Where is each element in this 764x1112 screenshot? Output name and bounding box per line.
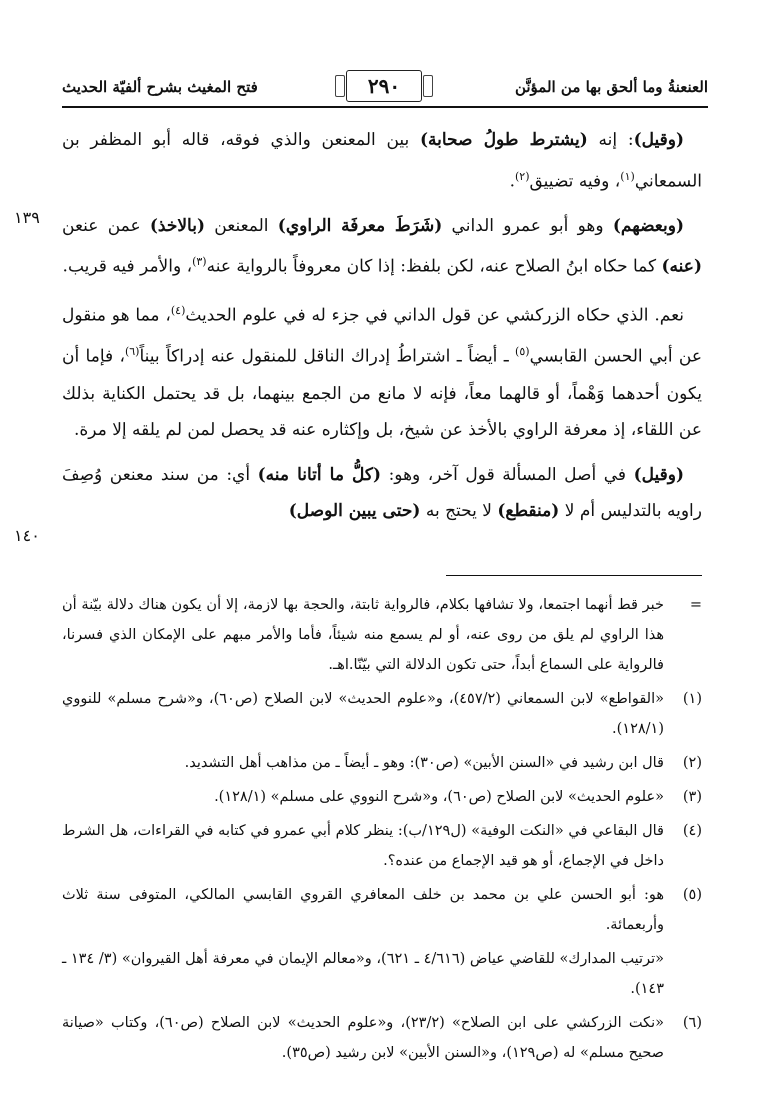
footnote [62, 944, 702, 1004]
footnote [62, 590, 702, 680]
main-text [62, 122, 702, 538]
footnote-label: = [689, 597, 702, 613]
footnote-label: (٣) [682, 789, 702, 805]
text-run: ، مما هو منقول عن أبي الحسن القابسي [62, 305, 702, 368]
text-run: وهو أبو عمرو الداني [442, 215, 613, 236]
bold-term: (وبعضهم) [612, 215, 684, 236]
footnote-label: (٢) [682, 755, 702, 771]
text-run: أي: من سند معنعن وُصِفَ راويه بالتدليس أم لا [62, 464, 702, 522]
bold-term: (بالاخذ) [149, 215, 206, 236]
footnote-ref[interactable]: (٣) [192, 255, 207, 269]
bold-term: (حتى يبين الوصل) [288, 501, 421, 522]
footnote-text: خبر قط أنهما اجتمعا، ولا تشافها بكلام، فالرواية ثابتة، والحجة بها لازمة، إلا أن يكون هناك دلالة بيّنة أن هذا الراوي لم يلق من روى عنه، أو لم يسمع منه شيئاً، فأما والأمر مبهم على الإمكان الذي فسرنا، فالرواية على السماع أبداً، حتى تكون الدلالة التي بيّنّا.اهـ. [62, 597, 664, 673]
footnote [62, 684, 702, 744]
footnote-divider [446, 575, 702, 576]
text-run: . [509, 171, 515, 192]
page-number: ٢٩٠ [346, 70, 422, 102]
footnote-text: «نكت الزركشي على ابن الصلاح» (٢٣/٢)، و«علوم الحديث» لابن الصلاح (ص٦٠)، وكتاب «صيانة صحيح مسلم» له (ص١٢٩)، و«السنن الأبين» لابن رشيد (ص٣٥). [62, 1015, 664, 1061]
text-run: : إنه [587, 130, 634, 150]
paragraph [62, 293, 702, 448]
text-run: لا يحتج به [420, 501, 498, 522]
footnotes [62, 590, 702, 1072]
footnote [62, 748, 702, 778]
paragraph [62, 208, 702, 286]
bold-term: (يشترط طولُ صحابة) [419, 130, 588, 150]
text-run: ، فإما أن يكون أحدهما وَهْماً، أو قالهما معاً، فإنه لا مانع من الجمع بينهما، بل قد يحتمل الكناية بذلك عن اللقاء، إذ معرفة الراوي بالأخذ عن شيخ، بل وإكثاره عنه قد يحصل لمن لم يلقه إلا مرة. [62, 347, 702, 441]
footnote-label: (٤) [682, 823, 702, 839]
text-run: ، وفيه تضييق [529, 171, 621, 192]
header-divider [62, 106, 708, 108]
chapter-title: العنعنةُ وما ألحق بها من المؤنَّن [514, 78, 708, 96]
footnote-label: (٥) [682, 887, 702, 903]
bold-term: (وقيل) [633, 464, 684, 485]
footnote-ref[interactable]: (٥) [515, 345, 530, 359]
footnote [62, 880, 702, 940]
footnote-text: «علوم الحديث» لابن الصلاح (ص٦٠)، و«شرح النووي على مسلم» (١٢٨/١). [214, 789, 664, 805]
footnote-text: قال البقاعي في «النكت الوفية» (ل١٢٩/ب): ينظر كلام أبي عمرو في كتابه في القراءات، هل الشرط داخل في الإجماع، أو هو قيد الإجماع من عنده؟. [62, 823, 664, 869]
footnote-label: (١) [682, 691, 702, 707]
text-run: بين المعنعن والذي فوقه، قاله أبو المظفر بن السمعاني [62, 130, 702, 192]
footnote-text: قال ابن رشيد في «السنن الأبين» (ص٣٠): وهو ـ أيضاً ـ من مذاهب أهل التشديد. [184, 755, 664, 771]
bold-term: (منقطع) [497, 501, 560, 522]
text-run: في أصل المسألة قول آخر، وهو: [381, 464, 634, 485]
footnote [62, 782, 702, 812]
bold-term: (عنه) [661, 256, 702, 277]
text-run: كما حكاه ابنُ الصلاح عنه، لكن بلفظ: إذا كان معروفاً بالرواية عنه [206, 256, 662, 277]
footnote [62, 1008, 702, 1068]
margin-line-number: ١٤٠ [14, 526, 40, 545]
paragraph [62, 122, 702, 200]
text-run: ـ أيضاً ـ اشتراطُ إدراك الناقل للمنقول عنه إدراكاً بيناً [139, 347, 516, 368]
paragraph [62, 457, 702, 530]
text-run: نعم. الذي حكاه الزركشي عن قول الداني في جزء له في علوم الحديث [185, 305, 684, 326]
footnote-ref[interactable]: (١) [620, 169, 635, 183]
margin-line-number: ١٣٩ [14, 208, 40, 227]
footnote-label: (٦) [682, 1015, 702, 1031]
bold-term: (كلُّ ما أتانا منه) [257, 464, 382, 485]
footnote-ref[interactable]: (٢) [514, 169, 530, 183]
footnote-ref[interactable]: (٦) [124, 345, 140, 359]
footnote-text: «القواطع» لابن السمعاني (٤٥٧/٢)، و«علوم الحديث» لابن الصلاح (ص٦٠)، و«شرح مسلم» للنووي (١٢٨/١). [62, 691, 664, 737]
book-title: فتح المغيث بشرح ألفيّة الحديث [62, 78, 258, 96]
text-run: عمن عنعن [62, 215, 150, 236]
bold-term: (وقيل) [633, 130, 684, 150]
footnote-ref[interactable]: (٤) [170, 304, 186, 318]
footnote [62, 816, 702, 876]
footnote-text: «ترتيب المدارك» للقاضي عياض (٤/٦١٦ ـ ٦٢١)، و«معالم الإيمان في معرفة أهل القيروان» (٣/ ١٣٤ ـ ١٤٣). [62, 951, 664, 997]
text-run: ، والأمر فيه قريب. [62, 256, 193, 277]
footnote-text: هو: أبو الحسن علي بن محمد بن خلف المعافري القروي القابسي المالكي، المتوفى سنة ثلاث وأربعمائة. [62, 887, 664, 933]
text-run: المعنعن [205, 215, 278, 236]
page-header [62, 70, 708, 112]
bold-term: (شَرَطَ معرفَة الراوي) [277, 215, 443, 236]
